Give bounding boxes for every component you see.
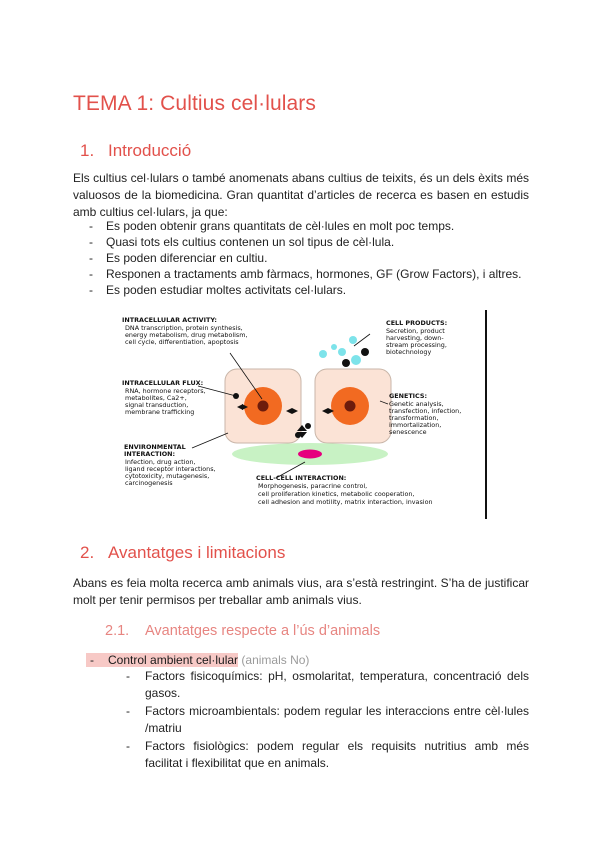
cell-cell-interaction-title: CELL-CELL INTERACTION: (256, 474, 347, 482)
nucleolus-left (258, 401, 269, 412)
subsection-heading (105, 623, 380, 639)
svg-text:Infection, drug action,: Infection, drug action, (125, 458, 196, 466)
svg-text:Morphogenesis, paracrine contr: Morphogenesis, paracrine control, (258, 482, 368, 490)
list-item: - Responen a tractaments amb fàrmacs, hormones, GF (Grow Factors), i altres. (89, 267, 522, 281)
svg-text:energy metabolism, drug metabo: energy metabolism, drug metabolism, (125, 331, 248, 339)
section2-paragraph: Abans es feia molta recerca amb animals vius, ara s’està restringint. S’ha de justificar molt per tenir permisos per treballar amb animals vius. (73, 576, 529, 607)
page-title: TEMA 1: Cultius cel·lulars (73, 92, 317, 115)
genetics-title: GENETICS: (389, 392, 428, 400)
section-number: 1. (80, 141, 95, 160)
matrix-spot (298, 450, 322, 459)
diagram-svg (110, 308, 490, 521)
svg-text:senescence: senescence (389, 428, 427, 436)
section-title: Avantatges i limitacions (108, 543, 286, 562)
list-item: - Es poden diferenciar en cultiu. (89, 251, 268, 265)
svg-text:Genetic analysis,: Genetic analysis, (389, 400, 444, 408)
svg-text:signal transduction,: signal transduction, (125, 401, 189, 409)
subsection-number: 2.1. (105, 623, 130, 639)
svg-text:membrane trafficking: membrane trafficking (125, 408, 195, 416)
svg-text:DNA transcription, protein syn: DNA transcription, protein synthesis, (125, 324, 243, 332)
svg-text:carcinogenesis: carcinogenesis (125, 479, 173, 487)
svg-text:transformation,: transformation, (389, 414, 439, 422)
highlighted-list-item (86, 652, 309, 668)
sub-bullet-list (126, 668, 529, 773)
svg-text:RNA, hormone receptors,: RNA, hormone receptors, (125, 387, 206, 395)
svg-text:cell cycle, differentiation, a: cell cycle, differentiation, apoptosis (125, 338, 239, 346)
section-number: 2. (80, 543, 95, 562)
svg-text:INTERACTION:: INTERACTION: (124, 450, 176, 458)
cell-products-title: CELL PRODUCTS: (386, 319, 448, 327)
svg-text:cell adhesion and motility, ma: cell adhesion and motility, matrix interaction, invasion (258, 498, 433, 506)
svg-text:transfection, infection,: transfection, infection, (389, 407, 462, 415)
section-heading-introduccio (80, 141, 191, 161)
svg-text:harvesting, down-: harvesting, down- (386, 334, 444, 342)
subsection-title: Avantatges respecte a l’ús d’animals (145, 623, 381, 639)
svg-text:stream processing,: stream processing, (386, 341, 447, 349)
svg-text:metabolites, Ca2+,: metabolites, Ca2+, (125, 394, 187, 402)
svg-text:biotechnology: biotechnology (386, 348, 432, 356)
nucleolus-right (345, 401, 356, 412)
list-item: - Es poden estudiar moltes activitats cel·lulars. (89, 283, 347, 297)
highlight-note: (animals No) (241, 653, 310, 667)
list-item: - Factors microambientals: podem regular les interaccions entre cèl·lules /matriu (126, 704, 529, 735)
svg-text:Secretion, product: Secretion, product (386, 327, 445, 335)
environmental-interaction-title: ENVIRONMENTAL (124, 443, 186, 451)
cell-culture-diagram (110, 308, 490, 521)
svg-text:immortalization,: immortalization, (389, 421, 442, 429)
section-title: Introducció (108, 141, 192, 160)
intro-bullet-list (73, 218, 533, 298)
highlight-mark: - Control ambient cel·lular (86, 653, 238, 667)
list-item: - Factors fisiològics: podem regular els requisits nutritius amb més facilitat i flexibilitat que en animals. (126, 739, 529, 770)
list-item: - Quasi tots els cultius contenen un sol tipus de cèl·lula. (89, 235, 395, 249)
intracellular-activity-title: INTRACELLULAR ACTIVITY: (122, 316, 217, 324)
list-item: - Factors fisicoquímics: pH, osmolaritat, temperatura, concentració dels gasos. (126, 669, 529, 700)
svg-text:cytotoxicity, mutagenesis,: cytotoxicity, mutagenesis, (125, 472, 210, 480)
svg-text:cell proliferation kinetics, m: cell proliferation kinetics, metabolic cooperation, (258, 490, 415, 498)
list-item: - Es poden obtenir grans quantitats de cèl·lules en molt poc temps. (89, 219, 455, 233)
intro-paragraph: Els cultius cel·lulars o també anomenats abans cultius de teixits, és un dels èxits més valuosos de la biomedicina. Gran quantitat d’articles de recerca es basen en estudis amb cultius cel·lulars, ja que: (73, 171, 529, 219)
svg-text:ligand receptor interactions,: ligand receptor interactions, (125, 465, 216, 473)
highlight-label: Control ambient cel·lular (108, 653, 239, 667)
section-heading-avantatges (80, 543, 285, 563)
intracellular-flux-title: INTRACELLULAR FLUX: (122, 379, 204, 387)
